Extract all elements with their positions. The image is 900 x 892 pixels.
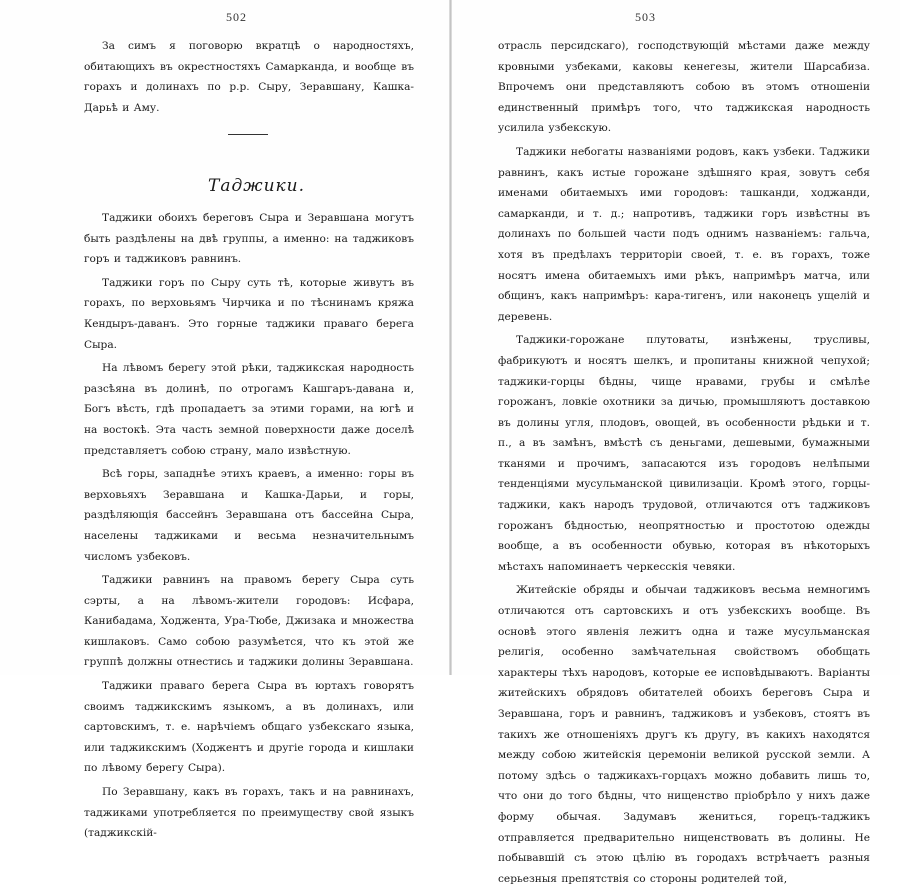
paragraph: Таджики небогаты названіями родовъ, какъ узбеки. Таджики равнинъ, какъ истые горожане здѣшняго края, зовутъ себя именами обитаемыхъ ими городовъ: ташканди, ходжанди, самарканди, и т. д.; напротивъ, таджики горъ извѣстны въ долинахъ по большей части подъ однимъ названіемъ: гальча, хотя въ предѣлахъ территоріи своей, т. е. въ горахъ, тоже носятъ имена обитаемыхъ ими рѣкъ, напримѣръ матча, или общинъ, какъ напримѣръ: кара-тигенъ, или наконецъ ущелій и деревень. xyxy=(498,145,870,323)
paragraph: Таджики обоихъ береговъ Сыра и Зеравшана могутъ быть раздѣлены на двѣ группы, а именно: на таджиковъ горъ и таджиковъ равнинъ. xyxy=(84,212,414,266)
page-number-left: 502 xyxy=(226,10,247,24)
left-page xyxy=(0,0,450,840)
continuation-paragraph: отрасль персидскаго), господствующій мѣстами даже между кровными узбеками, каковы кенегезы, жители Шарсабиза. Впрочемъ они представляютъ собою въ этомъ отношеніи единственный примѣръ того, что таджикская народность усилила узбекскую. xyxy=(498,40,870,135)
paragraph: Таджики-горожане плутоваты, изнѣжены, трусливы, фабрикуютъ и носятъ шелкъ, и пропитаны книжной чепухой; таджики-горцы бѣдны, чище нравами, грубы и смѣлѣе горожанъ, ловкіе охотники за дичью, промышляютъ доставкою въ долины угля, плодовъ, овощей, въ особенности рѣдьки и т. п., а въ замѣнъ, вмѣстѣ съ деньгами, дешевыми, бумажными тканями и прочимъ, запасаются изъ городовъ нелѣпыми тенденціями мусульманской цивилизаціи. Кромѣ этого, горцы-таджики, какъ народъ трудовой, отличаются отъ таджиковъ горожанъ бѣдностью, неопрятностью и простотою одежды вообще, а въ особенности обувью, которая въ нѣкоторыхъ мѣстахъ напоминаетъ черкесскія чевяки. xyxy=(498,334,870,573)
paragraph: Житейскіе обряды и обычаи таджиковъ весьма немногимъ отличаются отъ сартовскихъ и отъ узбекскихъ вообще. Въ основѣ этого явленія лежитъ одна и таже мусульманская религія, особенно замѣчательная свойствомъ обобщать характеры тѣхъ народовъ, которые ее исповѣдываютъ. Варіанты житейскихъ обрядовъ обитателей обоихъ береговъ Сыра и Зеравшана, горъ и равнинъ, таджиковъ и узбековъ, стоятъ въ такихъ же отношеніяхъ другъ къ другу, въ какихъ находятся между собою житейскія церемоніи великой русской земли. А потому здѣсь о таджикахъ-горцахъ можно добавить лишь то, что они до того бѣдны, что нищенство пріобрѣло у нихъ даже форму обычая. Задумавъ жениться, горецъ-таджикъ отправляется предварительно нищенствовать въ долины. Не побывавшій съ этою цѣлію въ городахъ встрѣчаетъ разныя серьезныя препятствія со стороны родителей той, xyxy=(498,584,870,885)
intro-text: За симъ я поговорю вкратцѣ о народностяхъ, обитающихъ въ окрестностяхъ Самарканда, и вообще въ горахъ и долинахъ по р.р. Сыру, Зеравшану, Кашка-Дарьѣ и Аму. xyxy=(84,40,414,114)
right-page xyxy=(452,0,900,885)
paragraph: Таджики равнинъ на правомъ берегу Сыра суть сэрты, а на лѣвомъ-жители городовъ: Исфара, Канибадама, Ходжента, Ура-Тюбе, Джизака и множества кишлаковъ. Само собою разумѣется, что къ этой же группѣ должны отнестись и таджики долины Зеравшана. xyxy=(84,574,414,669)
section-heading: Таджики. xyxy=(208,176,306,196)
paragraph: Таджики праваго берега Сыра въ юртахъ говорятъ своимъ таджикскимъ языкомъ, а въ долинахъ, или сартовскимъ, т. е. нарѣчіемъ общаго узбекскаго языка, или таджикскимъ (Ходжентъ и другіе города и кишлаки по лѣвому берегу Сыра). xyxy=(84,680,414,775)
intro-paragraph xyxy=(84,36,414,121)
paragraph: Всѣ горы, западнѣе этихъ краевъ, а именно: горы въ верховьяхъ Зеравшана и Кашка-Дарьи, и горы, раздѣляющія бассейнъ Зеравшана отъ бассейна Сыра, населены таджиками и весьма незначительнымъ числомъ узбековъ. xyxy=(84,468,414,563)
section-divider xyxy=(228,134,268,135)
right-body xyxy=(498,36,870,892)
left-body xyxy=(84,208,414,847)
paragraph: Таджики горъ по Сыру суть тѣ, которые живутъ въ горахъ, по верховьямъ Чирчика и по тѣснинамъ кряжа Кендыръ-даванъ. Это горные таджики праваго берега Сыра. xyxy=(84,276,414,351)
paragraph: На лѣвомъ берегу этой рѣки, таджикская народность разсѣяна въ долинѣ, по отрогамъ Кашгаръ-давана и, Богъ вѣсть, гдѣ пропадаетъ за этими горами, на югѣ и на востокѣ. Эта часть земной поверхности даже доселѣ представляетъ собою страну, мало извѣстную. xyxy=(84,362,414,457)
page-number-right: 503 xyxy=(635,10,656,24)
paragraph: По Зеравшану, какъ въ горахъ, такъ и на равнинахъ, таджиками употребляется по преимуществу свой языкъ (таджикскій- xyxy=(84,786,414,840)
